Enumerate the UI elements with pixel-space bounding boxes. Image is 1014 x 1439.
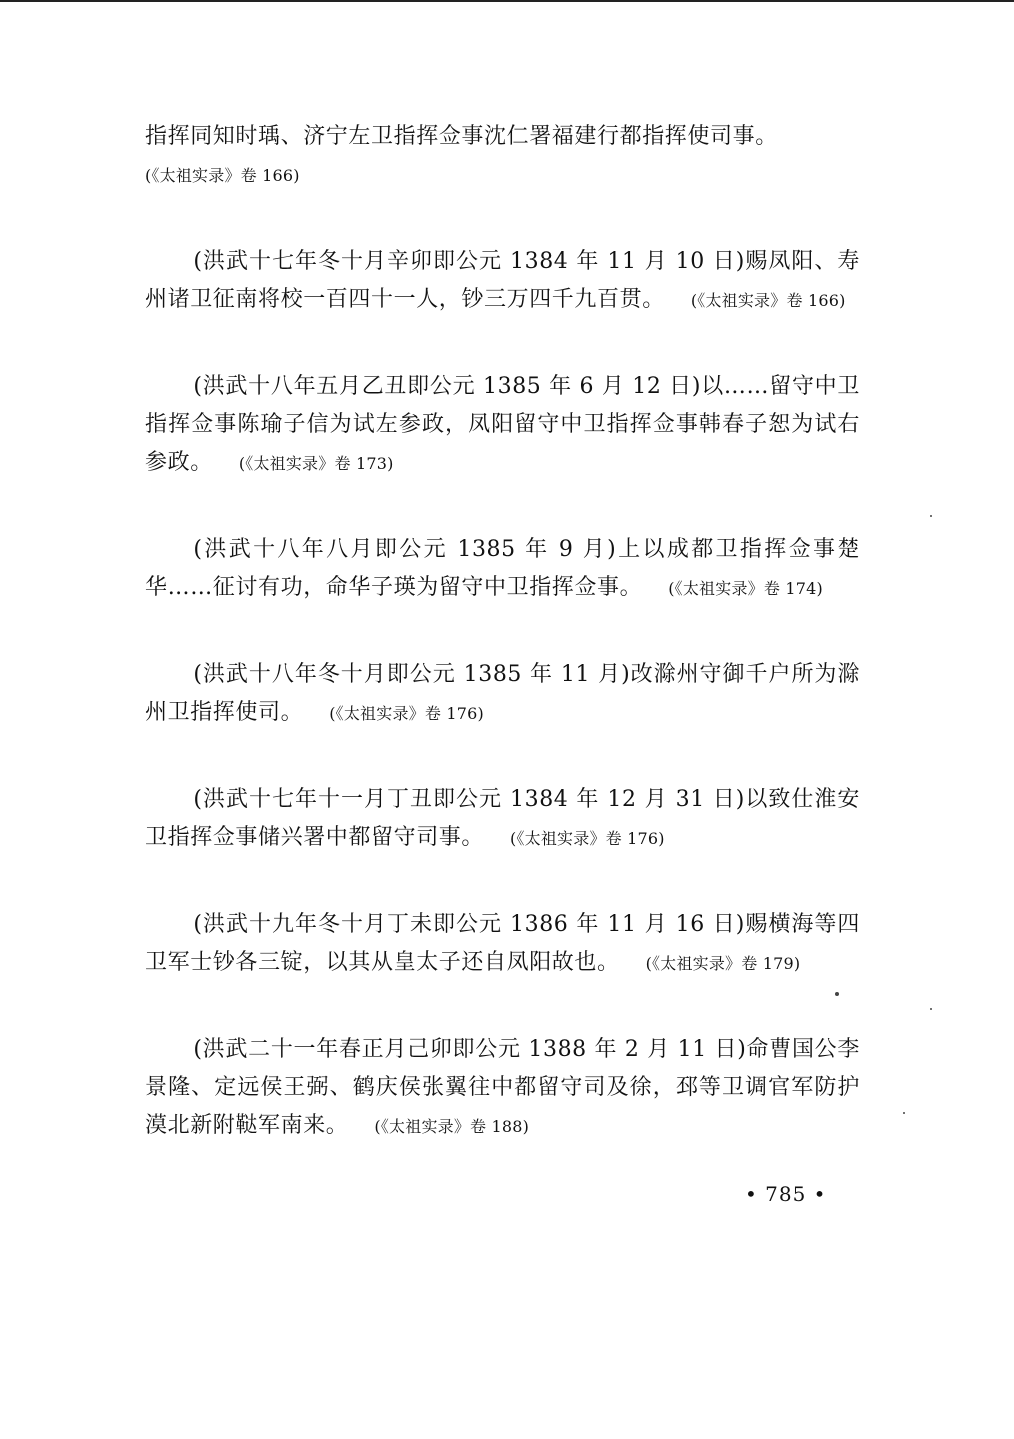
entry-text: (洪武十八年八月即公元 1385 年 9 月)上以成都卫指挥佥事楚华……征讨有功，命华子瑛为留守中卫指挥佥事。 (145, 537, 860, 600)
entry-4 (145, 531, 860, 608)
entry-paragraph (145, 781, 860, 858)
scan-speck (835, 992, 839, 996)
top-border (0, 0, 1014, 2)
page-number: • 785 • (745, 1182, 827, 1206)
entry-citation: (《太祖实录》卷 188) (374, 1117, 530, 1136)
entry-5 (145, 656, 860, 733)
entry-citation: (《太祖实录》卷 166) (690, 291, 846, 310)
document-body (145, 118, 860, 1194)
entry-6 (145, 781, 860, 858)
entry-citation: (《太祖实录》卷 174) (668, 579, 823, 598)
scan-speck (930, 1008, 932, 1010)
entry-text: (洪武十七年十一月丁丑即公元 1384 年 12 月 31 日)以致仕淮安卫指挥佥事储兴署中都留守司事。 (145, 787, 860, 850)
entry-paragraph (145, 1031, 860, 1146)
entry-citation: (《太祖实录》卷 179) (645, 954, 801, 973)
scan-speck (903, 1112, 905, 1114)
entry-text: (洪武十九年冬十月丁未即公元 1386 年 11 月 16 日)赐横海等四卫军士钞各三锭，以其从皇太子还自凤阳故也。 (145, 912, 860, 975)
entry-1 (145, 118, 860, 195)
entry-citation: (《太祖实录》卷 176) (329, 704, 484, 723)
entry-paragraph (145, 118, 860, 195)
entry-citation: (《太祖实录》卷 173) (238, 454, 394, 473)
entry-7 (145, 906, 860, 983)
entry-citation: (《太祖实录》卷 176) (510, 829, 665, 848)
entry-paragraph (145, 656, 860, 733)
entry-3 (145, 368, 860, 483)
entry-text: (洪武二十一年春正月己卯即公元 1388 年 2 月 11 日)命曹国公李景隆、定远侯王弼、鹤庆侯张翼往中都留守司及徐，邳等卫调官军防护漠北新附鞑军南来。 (145, 1037, 860, 1138)
entry-text: (洪武十八年五月乙丑即公元 1385 年 6 月 12 日)以……留守中卫指挥佥事陈瑜子信为试左参政，凤阳留守中卫指挥佥事韩春子恕为试右参政。 (145, 374, 860, 475)
entry-text: (洪武十七年冬十月辛卯即公元 1384 年 11 月 10 日)赐凤阳、寿州诸卫征南将校一百四十一人，钞三万四千九百贯。 (145, 249, 860, 312)
entry-2 (145, 243, 860, 320)
scan-speck (930, 515, 932, 517)
entry-citation: (《太祖实录》卷 166) (145, 166, 300, 185)
entry-text: 指挥同知时瑀、济宁左卫指挥佥事沈仁署福建行都指挥使司事。 (145, 124, 778, 149)
entry-paragraph (145, 243, 860, 320)
entry-paragraph (145, 531, 860, 608)
entry-text: (洪武十八年冬十月即公元 1385 年 11 月)改滁州守御千户所为滁州卫指挥使司。 (145, 662, 860, 725)
entry-paragraph (145, 906, 860, 983)
entry-paragraph (145, 368, 860, 483)
entry-8 (145, 1031, 860, 1146)
